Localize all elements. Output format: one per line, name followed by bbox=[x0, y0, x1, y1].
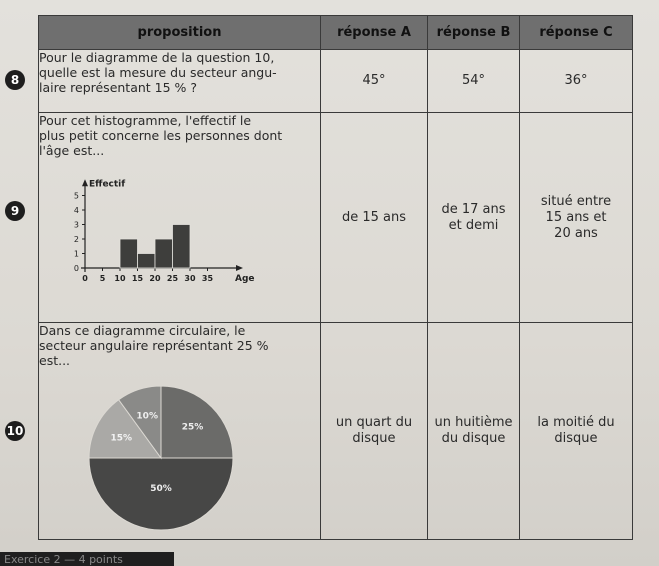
question-number-9: 9 bbox=[5, 201, 25, 221]
histogram-bar bbox=[155, 239, 173, 268]
histogram-x-label: Age bbox=[235, 274, 255, 284]
question-row-9 bbox=[39, 113, 633, 323]
exercise-footer: Exercice 2 — 4 points bbox=[0, 552, 174, 566]
question-number-10: 10 bbox=[5, 421, 25, 441]
histogram-y-tick-label: 1 bbox=[73, 249, 79, 259]
histogram-bar bbox=[173, 225, 191, 269]
histogram-bar bbox=[120, 239, 138, 268]
answer-a-9-text: de 15 ans bbox=[341, 209, 407, 225]
histogram-x-tick-label: 15 bbox=[131, 274, 144, 283]
header-answer-b: réponse B bbox=[428, 16, 520, 50]
histogram-y-tick-label: 4 bbox=[73, 206, 79, 215]
pie-slice-label: 25% bbox=[181, 422, 204, 433]
histogram-x-tick-label: 25 bbox=[166, 274, 179, 283]
histogram-y-tick-label: 3 bbox=[73, 220, 79, 230]
histogram-x-tick-label: 10 bbox=[114, 274, 126, 283]
question-row-10 bbox=[39, 323, 633, 540]
histogram-x-tick-label: 0 bbox=[82, 274, 88, 283]
header-proposition: proposition bbox=[39, 16, 321, 50]
question-cell-9 bbox=[10, 113, 321, 323]
answer-b-10-text: un huitième du disque bbox=[434, 415, 513, 446]
histogram-y-arrow bbox=[82, 179, 88, 186]
histogram-x-arrow bbox=[236, 265, 243, 271]
histogram-chart bbox=[45, 162, 255, 297]
question-text-9: Pour cet histogramme, l'effectif le plus petit concerne les personnes dont l'âge est... bbox=[39, 113, 283, 158]
answer-b-9-text: de 17 ans et demi bbox=[441, 201, 506, 233]
answer-a-10-text: un quart du disque bbox=[335, 415, 413, 446]
answer-c-10-text: la moitié du disque bbox=[537, 415, 615, 446]
histogram-y-tick-label: 0 bbox=[73, 264, 79, 273]
answer-c-9[interactable] bbox=[520, 113, 633, 323]
header-answer-c: réponse C bbox=[520, 16, 633, 50]
pie-slice-label: 10% bbox=[136, 411, 158, 422]
question-text-8: Pour le diagramme de la question 10, quelle est la mesure du secteur angu- laire représentant 15 % ? bbox=[39, 50, 277, 95]
question-number-8: 8 bbox=[5, 70, 25, 90]
answer-b-10[interactable] bbox=[428, 323, 520, 540]
answer-a-10[interactable] bbox=[321, 323, 428, 540]
question-cell-8 bbox=[10, 50, 321, 113]
answer-b-8[interactable]: 54° bbox=[428, 50, 520, 113]
histogram-y-tick-label: 5 bbox=[73, 191, 79, 201]
histogram-x-tick-label: 20 bbox=[149, 274, 161, 283]
question-text-10: Dans ce diagramme circulaire, le secteur angulaire représentant 25 % est... bbox=[39, 323, 269, 368]
answer-a-9[interactable] bbox=[321, 113, 428, 323]
histogram-y-label: Effectif bbox=[89, 179, 126, 190]
pie-slice-label: 15% bbox=[110, 433, 132, 444]
question-row-8 bbox=[39, 50, 633, 113]
histogram-x-tick-label: 35 bbox=[201, 274, 214, 283]
pie-slice-label: 50% bbox=[150, 484, 172, 495]
histogram-bar bbox=[138, 254, 156, 269]
header-row bbox=[39, 16, 633, 50]
answer-c-10[interactable] bbox=[520, 323, 633, 540]
histogram-y-tick-label: 2 bbox=[73, 235, 79, 244]
histogram-x-tick-label: 5 bbox=[99, 274, 106, 283]
mcq-table bbox=[6, 15, 633, 540]
answer-c-9-text: situé entre 15 ans et 20 ans bbox=[540, 193, 612, 241]
histogram-x-tick-label: 30 bbox=[184, 274, 196, 283]
answer-b-9[interactable] bbox=[428, 113, 520, 323]
header-answer-a: réponse A bbox=[321, 16, 428, 50]
question-cell-10 bbox=[6, 323, 321, 540]
answer-c-8[interactable]: 36° bbox=[520, 50, 633, 113]
pie-chart bbox=[79, 370, 279, 538]
answer-a-8[interactable]: 45° bbox=[321, 50, 428, 113]
